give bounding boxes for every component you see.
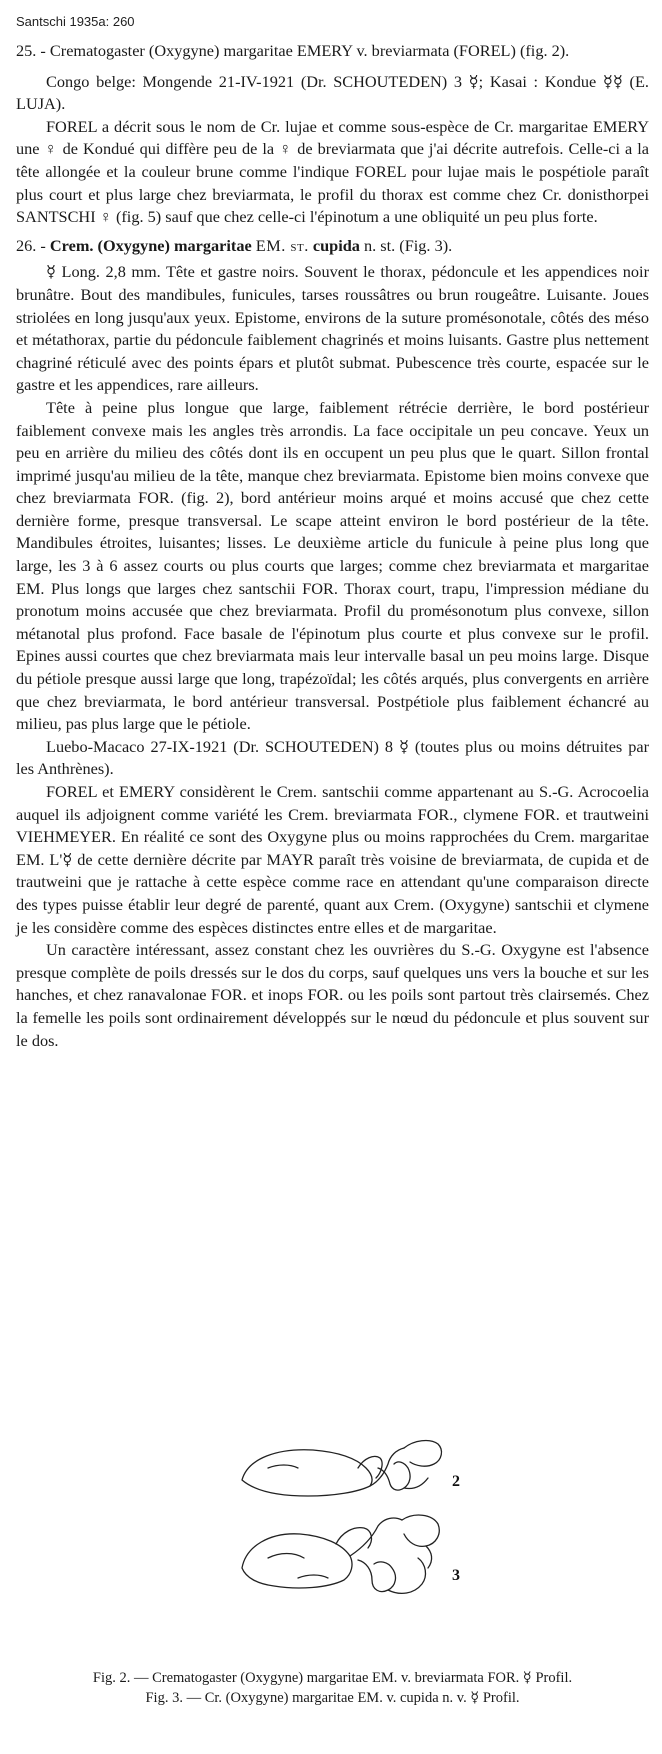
section-26-title (16, 235, 649, 258)
section-26-author: EM. st. (255, 235, 309, 255)
section-26-number: 26. - (16, 235, 46, 255)
figure-illustrations (238, 1428, 478, 1618)
section-26-morphology: Tête à peine plus longue que large, faiblement rétrécie derrière, le bord postérieur faiblement convexe mais les angles très arrondis. La face occipitale un peu concave. Yeux un peu en arrière du milieu des côtés dont ils en occupent un peu plus que le quart. Sillon frontal imprimé jusqu'au milieu de la tête, manque chez breviarmata. Epistome bien moins convexe que chez breviarmata FOR. (fig. 2), bord antérieur moins arqué et moins accusé que chez cette dernière forme, presque transversal. Le scape atteint environ le bord postérieur de la tête. Mandibules étroites, luisantes; lisses. Le deuxième article du funicule à peine plus long que large, les 3 à 6 assez courts ou plus courts que larges; comme chez breviarmata et margaritae EM. Plus longs que larges chez santschii FOR. Thorax court, trapu, l'impression médiane du pronotum moins accusée que chez breviarmata. Profil du promésonotum plus convexe, sillon métanotal plus profond. Face basale de l'épinotum plus courte et plus convexe sur le profil. Epines aussi courtes que chez breviarmata mais leur intervalle basal un peu moins large. Disque du pétiole presque aussi large que long, trapézoïdal; les côtés arqués, plus convergents en arrière que chez breviarmata, le bord antérieur transversal. Postpétiole plus faiblement échancré au milieu, pas plus large que le pétiole. (16, 397, 649, 734)
ant-profile-drawings (238, 1428, 478, 1618)
section-26-suffix: n. st. (Fig. 3). (364, 235, 453, 255)
section-25-text: FOREL a décrit sous le nom de Cr. lujae et comme sous-espèce de Cr. margaritae EMERY une ♀ de Kondué qui diffère peu de la ♀ de breviarmata que j'ai décrite autrefois. Celle-ci a la tête allongée et la couleur brune comme l'indique FOREL pour lujae mais le pospétiole paraît plus court et plus large chez breviarmata, le profil du thorax est comme chez Cr. donisthorpei SANTSCHI ♀ (fig. 5) sauf que chez celle-ci l'épinotum a une obliquité un peu plus forte. (16, 116, 649, 227)
section-26-discussion: FOREL et EMERY considèrent le Crem. santschii comme appartenant au S.-G. Acrocoelia auquel ils adjoignent comme variété les Crem. breviarmata FOR., clymene FOR. et trautweini VIEHMEYER. En réalité ce sont des Oxygyne plus ou moins rapprochées du Crem. margaritae EM. L'☿ de cette dernière décrite par MAYR paraît très voisine de breviarmata, de cupida et de trautweini que je rattache à cette espèce comme race en attendant qu'une comparaison directe des types puisse établir leur degré de parenté, quant aux Crem. (Oxygyne) santschii et clymene je les considère comme des espèces distinctes entre elles et de margaritae. (16, 782, 649, 937)
figure-3-caption: Fig. 3. — Cr. (Oxygyne) margaritae EM. v. cupida n. v. ☿ Profil. (145, 1690, 520, 1706)
section-26-remark: Un caractère intéressant, assez constant chez les ouvrières du S.-G. Oxygyne est l'absence presque complète de poils dressés sur le dos du corps, sauf quelques uns vers la bouche et sur les hanches, et chez ranavalonae FOR. et inops FOR. ou les poils sont partout très clairsemés. Chez la femelle les poils sont ordinairement développés sur le nœud du pédoncule et plus souvent sur le dos. (16, 940, 649, 1050)
section-26-description: ☿ Long. 2,8 mm. Tête et gastre noirs. Souvent le thorax, pédoncule et les appendices noir brunâtre. Bout des mandibules, funicules, tarses roussâtres ou brun rougeâtre. Luisante. Joues striolées en long jusqu'aux yeux. Epistome, environs de la suture promésonotale, côtés des méso et métathorax, partie du pédoncule faiblement chagrinés et moins luisants. Gastre plus nettement chagriné réticulé avec des points épars et plutôt submat. Pubescence très courte, espacée sur le gastre et les appendices, rare ailleurs. (16, 262, 649, 395)
section-25-locality: Congo belge: Mongende 21-IV-1921 (Dr. SCHOUTEDEN) 3 ☿; Kasai : Kondue ☿☿ (E. LUJA). (16, 71, 649, 114)
figure-2-label: 2 (452, 1473, 460, 1490)
article-body (16, 40, 649, 1052)
section-26-name: Crem. (Oxygyne) margaritae (49, 235, 252, 255)
section-26-subspecies: cupida (312, 235, 360, 255)
figure-2-caption: Fig. 2. — Crematogaster (Oxygyne) margaritae EM. v. breviarmata FOR. ☿ Profil. (92, 1670, 573, 1686)
figure-3-label: 3 (452, 1567, 460, 1584)
figure-captions (16, 1668, 649, 1708)
page-header: Santschi 1935a: 260 (16, 14, 135, 29)
section-25-title: 25. - Crematogaster (Oxygyne) margaritae EMERY v. breviarmata (FOREL) (fig. 2). (16, 41, 570, 60)
section-26-locality: Luebo-Macaco 27-IX-1921 (Dr. SCHOUTEDEN) 8 ☿ (toutes plus ou moins détruites par les Anthrènes). (16, 736, 649, 779)
